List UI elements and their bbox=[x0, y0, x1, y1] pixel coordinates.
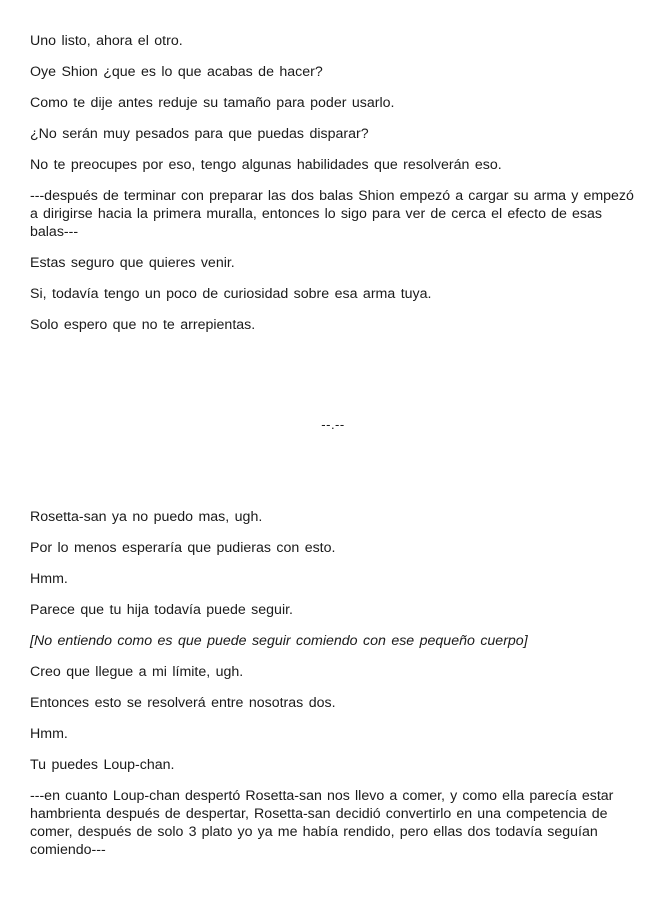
text-line: Hmm. bbox=[30, 571, 68, 587]
text-line: Tu puedes Loup-chan. bbox=[30, 757, 175, 773]
text-line: Parece que tu hija todavía puede seguir. bbox=[30, 602, 293, 618]
text-line: Solo espero que no te arrepientas. bbox=[30, 317, 256, 333]
text-line: Estas seguro que quieres venir. bbox=[30, 255, 235, 271]
text-line: Como te dije antes reduje su tamaño para poder usarlo. bbox=[30, 95, 395, 111]
text-line: Hmm. bbox=[30, 726, 68, 742]
text-line: Por lo menos esperaría que pudieras con esto. bbox=[30, 540, 336, 556]
text-line: Uno listo, ahora el otro. bbox=[30, 33, 183, 49]
text-line: Rosetta-san ya no puedo mas, ugh. bbox=[30, 509, 263, 525]
thought-line: [No entiendo como es que puede seguir comiendo con ese pequeño cuerpo] bbox=[30, 633, 528, 649]
text-line: Entonces esto se resolverá entre nosotras dos. bbox=[30, 695, 336, 711]
second-scene bbox=[30, 508, 636, 872]
scene-separator: --.-- bbox=[321, 417, 345, 432]
narration-paragraph: ---después de terminar con preparar las dos balas Shion empezó a cargar su arma y empezó a dirigirse hacia la primera muralla, entonces lo sigo para ver de cerca el efecto de esas balas--- bbox=[30, 188, 634, 240]
text-line: No te preocupes por eso, tengo algunas habilidades que resolverán eso. bbox=[30, 157, 502, 173]
narration-paragraph: ---en cuanto Loup-chan despertó Rosetta-san nos llevo a comer, y como ella parecía estar hambrienta después de despertar, Rosetta-san decidió convertirlo en una competencia de comer, después de solo 3 plato yo ya me había rendido, pero ellas dos todavía seguían comiendo--- bbox=[30, 788, 614, 858]
text-line: Si, todavía tengo un poco de curiosidad sobre esa arma tuya. bbox=[30, 286, 432, 302]
text-line: Oye Shion ¿que es lo que acabas de hacer? bbox=[30, 64, 323, 80]
text-line: Creo que llegue a mi límite, ugh. bbox=[30, 664, 244, 680]
document-page bbox=[30, 32, 636, 858]
text-line: ¿No serán muy pesados para que puedas disparar? bbox=[30, 126, 369, 142]
